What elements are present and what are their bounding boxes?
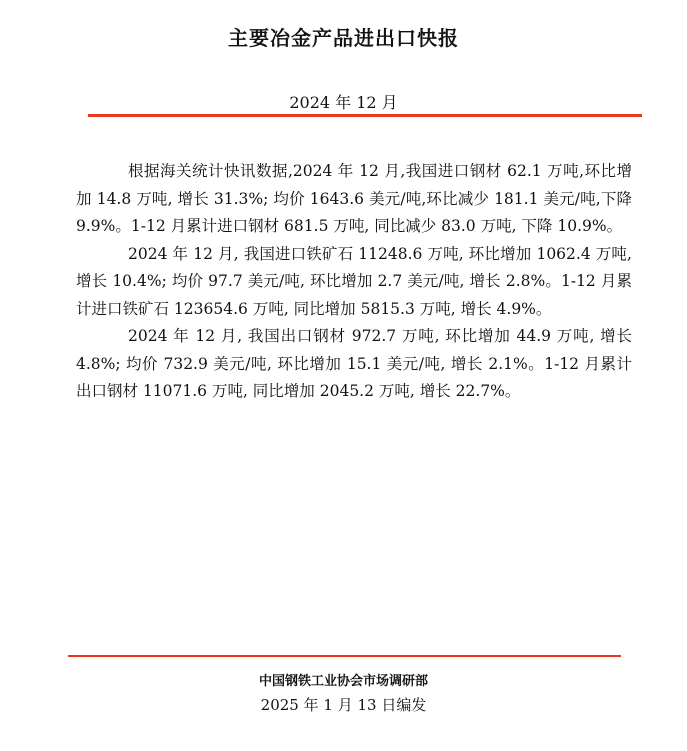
bottom-divider xyxy=(68,655,621,657)
top-divider xyxy=(88,114,642,117)
paragraph-iron-ore-imports: 2024 年 12 月, 我国进口铁矿石 11248.6 万吨, 环比增加 1062.4 万吨, 增长 10.4%; 均价 97.7 美元/吨, 环比增加 2.7 美元/吨, 增长 2.8%。1-12 月累计进口铁矿石 123654.6 万吨, 同比增加 5815.3 万吨, 增长 4.9%。 xyxy=(76,244,632,318)
document-title: 主要冶金产品进出口快报 xyxy=(228,26,459,50)
footer-issue-date: 2025 年 1 月 13 日编发 xyxy=(260,696,427,714)
paragraph-steel-exports: 2024 年 12 月, 我国出口钢材 972.7 万吨, 环比增加 44.9 万吨, 增长 4.8%; 均价 732.9 美元/吨, 环比增加 15.1 美元/吨, 增长 2.1%。1-12 月累计出口钢材 11071.6 万吨, 同比增加 2045.2 万吨, 增长 22.7%。 xyxy=(76,327,632,400)
footer-organization: 中国钢铁工业协会市场调研部 xyxy=(258,674,428,689)
report-body xyxy=(76,158,632,406)
paragraph-steel-imports: 根据海关统计快讯数据,2024 年 12 月,我国进口钢材 62.1 万吨,环比增加 14.8 万吨, 增长 31.3%; 均价 1643.6 美元/吨,环比减少 181.1 美元/吨,下降 9.9%。1-12 月累计进口钢材 681.5 万吨, 同比减少 83.0 万吨, 下降 10.9%。 xyxy=(76,162,632,235)
report-date: 2024 年 12 月 xyxy=(289,93,398,112)
